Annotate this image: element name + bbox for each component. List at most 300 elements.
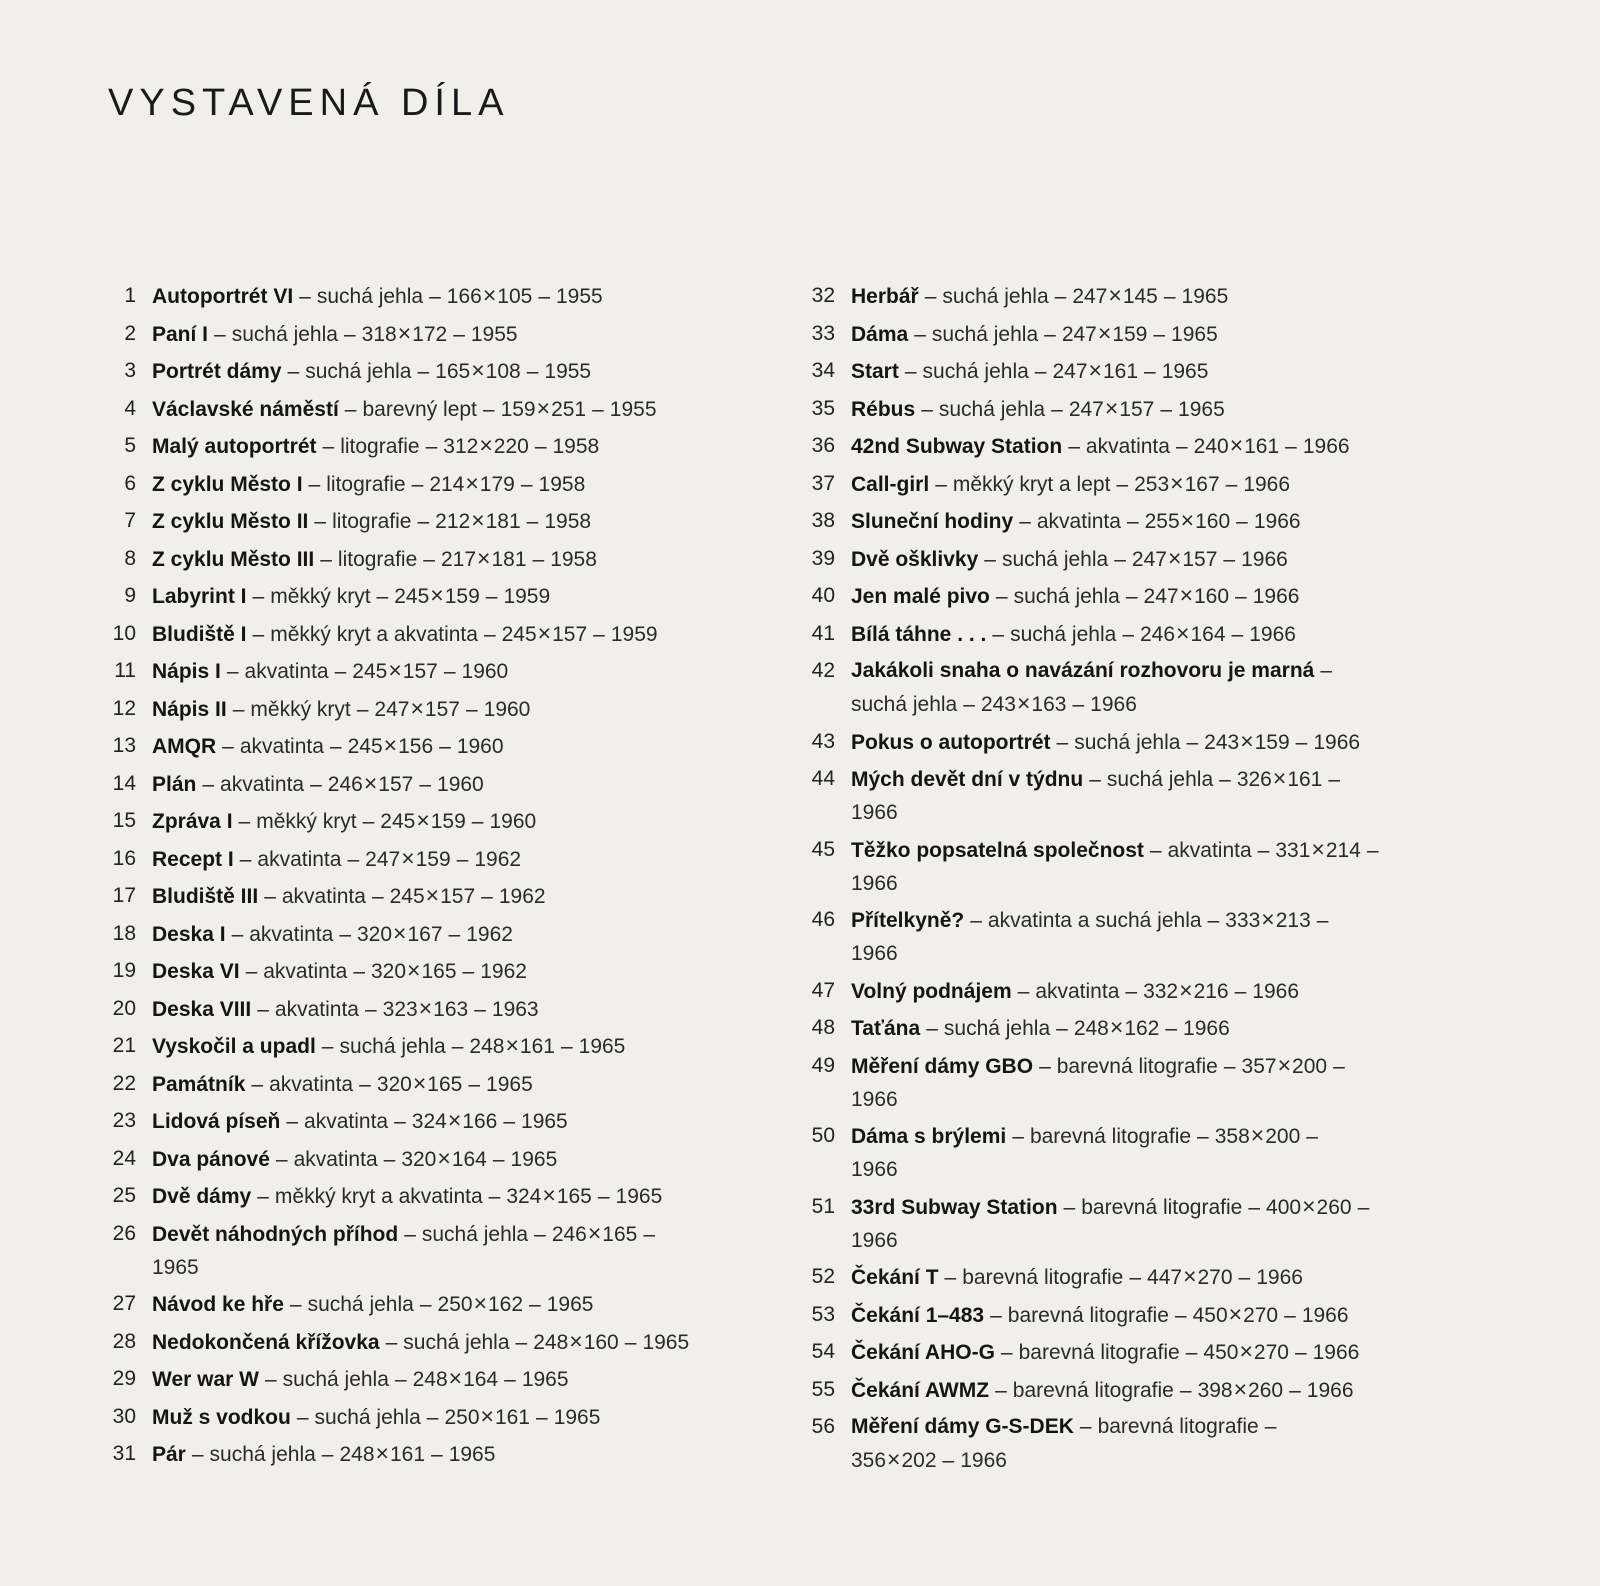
entry-body xyxy=(851,279,1500,313)
entry-body xyxy=(152,542,796,576)
dimension-x-symbol: × xyxy=(425,882,440,908)
dash-separator: – xyxy=(1238,1266,1251,1289)
dash-separator: – xyxy=(321,1035,334,1058)
entry-body xyxy=(152,392,796,426)
artwork-year: 1960 xyxy=(437,772,484,796)
dimension-height: 159 xyxy=(415,847,451,871)
dimension-x-symbol: × xyxy=(887,1446,901,1472)
artwork-technique: akvatinta xyxy=(1085,435,1170,458)
artwork-year: 1966 xyxy=(1252,979,1300,1003)
dash-separator: – xyxy=(534,435,547,458)
entry-body xyxy=(152,692,796,726)
dimension-width: 246 xyxy=(551,1222,587,1246)
artwork-dimensions xyxy=(1203,1338,1289,1364)
entry-number: 45 xyxy=(811,837,835,861)
artwork-technique: suchá jehla xyxy=(231,322,338,346)
entry-body xyxy=(152,467,796,501)
dash-separator: – xyxy=(482,397,495,421)
artwork-entry xyxy=(96,917,796,951)
entry-body xyxy=(152,992,796,1026)
dash-separator: – xyxy=(1126,510,1139,533)
entry-body xyxy=(851,725,1500,759)
dash-separator: – xyxy=(538,285,550,308)
dash-separator: – xyxy=(1034,360,1047,383)
dash-separator: – xyxy=(1186,730,1199,754)
artwork-entry xyxy=(96,504,796,538)
dash-separator: – xyxy=(1225,472,1238,496)
entry-body xyxy=(152,1217,796,1284)
dimension-x-symbol: × xyxy=(418,994,433,1021)
artwork-technique: barevná litografie xyxy=(1081,1195,1243,1219)
entry-body xyxy=(851,579,1500,613)
dimension-height: 270 xyxy=(1253,1341,1289,1364)
artwork-entry xyxy=(800,833,1500,900)
dash-separator: – xyxy=(1114,547,1126,571)
entry-number: 52 xyxy=(811,1265,835,1288)
dash-separator: – xyxy=(1257,838,1270,862)
dash-separator: – xyxy=(394,1110,406,1133)
dimension-width: 248 xyxy=(412,1368,448,1391)
artwork-entry xyxy=(96,729,796,763)
dash-separator: – xyxy=(1125,979,1138,1003)
entry-number: 37 xyxy=(811,471,835,495)
artwork-year: 1966 xyxy=(1256,1266,1303,1289)
entry-body xyxy=(152,767,796,801)
artwork-dimensions xyxy=(352,657,438,683)
dimension-x-symbol: × xyxy=(416,807,430,833)
artwork-year: 1965 xyxy=(521,1110,568,1133)
artwork-title: Dva pánové xyxy=(152,1147,270,1171)
dash-separator: – xyxy=(624,1330,637,1354)
dimension-height: 214 xyxy=(1325,838,1361,862)
artwork-technique: suchá jehla xyxy=(931,322,1039,346)
artwork-title: Měření dámy GBO xyxy=(851,1054,1034,1078)
entry-number: 25 xyxy=(112,1184,136,1207)
entry-body xyxy=(851,1011,1500,1045)
artwork-year: 1966 xyxy=(1090,693,1137,716)
entry-body xyxy=(152,954,796,988)
dimension-height: 161 xyxy=(1102,360,1139,383)
artwork-dimensions xyxy=(389,882,476,908)
artwork-technique: barevná litografie xyxy=(1018,1341,1180,1364)
dimension-height: 160 xyxy=(583,1330,619,1354)
dash-separator: – xyxy=(488,1185,501,1208)
artwork-title: Z cyklu Město II xyxy=(152,510,309,533)
artwork-technique: suchá jehla xyxy=(938,397,1046,421)
dimension-x-symbol: × xyxy=(437,1144,451,1171)
dash-separator: – xyxy=(1056,1017,1068,1040)
artwork-dimensions xyxy=(435,357,521,383)
artwork-title: Sluneční hodiny xyxy=(851,510,1014,533)
dash-separator: – xyxy=(963,693,975,716)
entry-number: 17 xyxy=(112,884,136,907)
dimension-x-symbol: × xyxy=(542,1182,556,1208)
dash-separator: – xyxy=(362,810,375,833)
artwork-title: Měření dámy G-S-DEK xyxy=(851,1415,1074,1438)
dash-separator: – xyxy=(264,1368,277,1391)
entry-number: 10 xyxy=(112,621,136,645)
dimension-height: 163 xyxy=(1031,693,1067,716)
entry-number: 9 xyxy=(124,584,136,607)
artwork-technique: suchá jehla xyxy=(942,285,1049,308)
dash-separator: – xyxy=(1294,1341,1307,1364)
dash-separator: – xyxy=(308,472,321,496)
dimension-height: 220 xyxy=(493,435,529,458)
dimension-height: 162 xyxy=(1124,1017,1160,1040)
artwork-dimensions xyxy=(500,394,587,421)
artwork-dimensions xyxy=(443,432,529,458)
dash-separator: – xyxy=(1333,1054,1345,1078)
artwork-dimensions xyxy=(469,1032,555,1058)
artwork-technique: suchá jehla xyxy=(282,1368,389,1391)
dimension-width: 246 xyxy=(1140,622,1176,646)
artwork-technique: akvatinta xyxy=(244,660,329,683)
artwork-title: Bludiště III xyxy=(152,885,259,908)
artwork-entry xyxy=(96,842,796,876)
dash-separator: – xyxy=(944,1266,957,1289)
artwork-year: 1966 xyxy=(1313,730,1361,754)
dash-separator: – xyxy=(1153,322,1166,346)
dimension-x-symbol: × xyxy=(537,619,552,646)
dash-separator: – xyxy=(394,1368,407,1391)
dimension-height: 161 xyxy=(494,1405,530,1429)
dimension-height: 270 xyxy=(1243,1303,1279,1327)
dash-separator: – xyxy=(529,1293,541,1316)
dimension-width: 248 xyxy=(469,1035,505,1058)
dimension-width: 248 xyxy=(339,1443,375,1466)
artwork-technique: měkký kryt a akvatinta xyxy=(274,1185,483,1208)
dash-separator: – xyxy=(1207,909,1220,932)
entry-body xyxy=(851,974,1500,1008)
artwork-dimensions xyxy=(1134,469,1220,496)
entry-body xyxy=(152,1179,796,1213)
artwork-technique: suchá jehla xyxy=(316,285,424,308)
artwork-technique: akvatinta xyxy=(304,1110,389,1133)
dash-separator: – xyxy=(935,472,947,496)
entry-body xyxy=(851,1049,1500,1116)
entry-body xyxy=(152,879,796,913)
dash-separator: – xyxy=(643,1222,656,1246)
artwork-entry xyxy=(96,954,796,988)
dash-separator: – xyxy=(1197,1125,1209,1148)
dash-separator: – xyxy=(371,885,384,908)
dash-separator: – xyxy=(376,585,389,608)
dimension-width: 253 xyxy=(1134,472,1170,496)
artwork-title: Recept I xyxy=(152,847,234,871)
dash-separator: – xyxy=(990,1303,1002,1327)
dash-separator: – xyxy=(483,622,496,646)
artwork-year: 1958 xyxy=(552,435,600,458)
dimension-height: 216 xyxy=(1193,979,1229,1003)
dimension-width: 247 xyxy=(374,697,410,721)
dimension-x-symbol: × xyxy=(1250,1122,1265,1148)
dimension-width: 398 xyxy=(1197,1378,1233,1402)
entry-body xyxy=(851,467,1500,501)
artwork-technique: suchá jehla xyxy=(1013,585,1120,608)
dimension-x-symbol: × xyxy=(447,1107,462,1133)
dimension-height: 157 xyxy=(1182,547,1218,571)
artwork-dimensions xyxy=(361,319,448,346)
artwork-technique: akvatinta xyxy=(249,922,334,946)
artwork-technique: barevná litografie xyxy=(1056,1054,1218,1078)
entry-number: 5 xyxy=(124,434,136,457)
entry-number: 39 xyxy=(811,546,835,570)
artwork-year: 1962 xyxy=(480,960,527,983)
artwork-dimensions xyxy=(1052,357,1139,383)
entry-body xyxy=(851,354,1500,388)
artwork-technique: akvatinta xyxy=(263,960,348,983)
dash-separator: – xyxy=(462,960,475,983)
entry-body xyxy=(152,279,796,313)
entry-body xyxy=(851,429,1500,463)
entry-body xyxy=(152,917,796,951)
entry-number: 14 xyxy=(112,771,136,795)
dash-separator: – xyxy=(1017,979,1030,1003)
dash-separator: – xyxy=(364,997,377,1021)
dash-separator: – xyxy=(1234,979,1247,1003)
dimension-width: 247 xyxy=(1052,360,1088,383)
artwork-title: Nedokončená křížovka xyxy=(152,1330,380,1354)
dash-separator: – xyxy=(1185,1341,1198,1364)
artwork-technique: suchá jehla xyxy=(1106,768,1214,791)
dash-separator: – xyxy=(1116,472,1129,496)
dimension-x-symbol: × xyxy=(397,319,412,346)
dimension-x-symbol: × xyxy=(1104,394,1119,421)
dash-separator: – xyxy=(411,472,424,496)
artwork-entry xyxy=(96,1437,796,1471)
artwork-entry xyxy=(96,1179,796,1213)
entry-number: 6 xyxy=(124,471,136,495)
entry-number: 47 xyxy=(811,978,835,1002)
artwork-title: Deska VIII xyxy=(152,997,252,1021)
dash-separator: – xyxy=(1219,768,1231,791)
artwork-dimensions xyxy=(1193,432,1280,458)
artwork-technique: barevný lept xyxy=(362,397,477,421)
dimension-height: 179 xyxy=(479,472,515,496)
artwork-dimensions xyxy=(382,994,469,1021)
dash-separator: – xyxy=(320,547,332,571)
artwork-dimensions xyxy=(551,1219,638,1246)
artwork-dimensions xyxy=(506,1182,592,1208)
artwork-year: 1966 xyxy=(851,871,898,895)
artwork-dimensions xyxy=(437,1290,524,1316)
artwork-dimensions xyxy=(1214,1122,1301,1148)
dash-separator: – xyxy=(995,1378,1007,1402)
artwork-title: Čekání AHO-G xyxy=(851,1341,995,1364)
artwork-entry xyxy=(96,467,796,501)
artwork-title: Dáma xyxy=(851,322,909,346)
dash-separator: – xyxy=(431,1443,443,1466)
dash-separator: – xyxy=(992,622,1005,646)
entry-body xyxy=(152,354,796,388)
entry-number: 12 xyxy=(112,696,136,720)
entry-number: 16 xyxy=(112,846,136,870)
dimension-height: 157 xyxy=(552,622,588,646)
dimension-width: 318 xyxy=(361,322,397,346)
artwork-entry xyxy=(96,1029,796,1063)
dimension-x-symbol: × xyxy=(471,357,485,383)
dash-separator: – xyxy=(289,1293,302,1316)
artwork-technique: barevná litografie xyxy=(1097,1415,1259,1438)
dash-separator: – xyxy=(597,1185,610,1208)
entry-body xyxy=(152,1325,796,1359)
entry-number: 18 xyxy=(112,921,136,945)
entry-body xyxy=(152,1104,796,1138)
dash-separator: – xyxy=(347,847,360,871)
dimension-x-symbol: × xyxy=(1180,507,1195,533)
entry-body xyxy=(152,579,796,613)
dash-separator: – xyxy=(1236,510,1248,533)
artwork-title: Jakákoli snaha o navázání rozhovoru je marná xyxy=(851,659,1315,682)
dash-separator: – xyxy=(970,909,982,932)
dimension-height: 164 xyxy=(1190,622,1226,646)
dimension-height: 159 xyxy=(1254,730,1290,754)
dash-separator: – xyxy=(222,735,234,758)
dash-separator: – xyxy=(356,697,369,721)
artwork-technique: suchá jehla xyxy=(1074,730,1181,754)
artwork-entry xyxy=(800,654,1500,721)
entry-body xyxy=(152,1287,796,1321)
dimension-x-symbol: × xyxy=(482,282,497,308)
dash-separator: – xyxy=(914,322,926,346)
dash-separator: – xyxy=(1125,585,1138,608)
artwork-dimensions xyxy=(327,769,414,796)
artwork-entry xyxy=(96,542,796,576)
dash-separator: – xyxy=(1019,510,1031,533)
dimension-width: 217 xyxy=(440,547,477,571)
dash-separator: – xyxy=(1284,1303,1296,1327)
artwork-entry xyxy=(800,467,1500,501)
artwork-dimensions xyxy=(347,732,434,758)
dash-separator: – xyxy=(1063,1195,1076,1219)
artwork-entry xyxy=(96,1067,796,1101)
entry-number: 7 xyxy=(124,509,136,532)
dimension-x-symbol: × xyxy=(1233,1375,1248,1402)
dash-separator: – xyxy=(926,1017,938,1040)
dimension-height: 161 xyxy=(519,1035,555,1058)
dash-separator: – xyxy=(419,1293,432,1316)
artwork-dimensions xyxy=(374,694,460,721)
dimension-height: 202 xyxy=(901,1449,937,1472)
dimension-width: 358 xyxy=(1214,1125,1250,1148)
dimension-width: 450 xyxy=(1203,1341,1239,1364)
dimension-x-symbol: × xyxy=(473,1290,487,1316)
dimension-width: 166 xyxy=(446,285,482,308)
dash-separator: – xyxy=(238,810,251,833)
entry-number: 48 xyxy=(811,1016,835,1039)
artwork-entry xyxy=(96,654,796,688)
dimension-width: 320 xyxy=(357,922,393,946)
dimension-x-symbol: × xyxy=(1108,282,1122,308)
artwork-dimensions xyxy=(1131,544,1218,571)
artwork-technique: akvatinta xyxy=(1036,510,1121,533)
dash-separator: – xyxy=(257,997,269,1021)
artwork-dimensions xyxy=(1143,582,1230,608)
entry-number: 1 xyxy=(124,284,136,307)
dash-separator: – xyxy=(1328,768,1341,791)
dimension-x-symbol: × xyxy=(1311,835,1325,862)
entry-body xyxy=(152,804,796,838)
dash-separator: – xyxy=(536,1405,548,1429)
page-title: VYSTAVENÁ DÍLA xyxy=(108,82,510,124)
dash-separator: – xyxy=(1175,435,1188,458)
artwork-dimensions xyxy=(1140,619,1226,646)
dimension-width: 255 xyxy=(1144,510,1180,533)
entry-body xyxy=(851,1410,1500,1477)
artwork-technique: akvatinta xyxy=(220,772,305,796)
artwork-title: Z cyklu Město III xyxy=(152,547,315,571)
artwork-title: Dvě ošklivky xyxy=(851,547,979,571)
dash-separator: – xyxy=(334,660,347,683)
dash-separator: – xyxy=(534,1222,546,1246)
dash-separator: – xyxy=(1051,397,1063,421)
entry-body xyxy=(152,504,796,538)
dash-separator: – xyxy=(526,510,539,533)
artwork-entry xyxy=(800,1119,1500,1186)
artwork-year: 1960 xyxy=(461,660,509,683)
dash-separator: – xyxy=(456,847,469,871)
artwork-title: Labyrint I xyxy=(152,585,247,608)
entry-number: 55 xyxy=(811,1377,835,1401)
dimension-width: 450 xyxy=(1192,1303,1228,1327)
dimension-width: 247 xyxy=(1068,397,1104,421)
artwork-year: 1965 xyxy=(1181,285,1229,308)
entry-body xyxy=(152,729,796,763)
entry-number: 2 xyxy=(124,321,136,345)
entry-number: 21 xyxy=(112,1034,136,1057)
entry-number: 54 xyxy=(811,1340,835,1363)
dash-separator: – xyxy=(383,1147,396,1171)
artwork-title: Zpráva I xyxy=(152,810,233,833)
dimension-x-symbol: × xyxy=(1016,690,1031,716)
entry-body xyxy=(851,617,1500,651)
dimension-height: 108 xyxy=(485,360,521,383)
artwork-entry xyxy=(800,762,1500,829)
artwork-entry xyxy=(800,1298,1500,1332)
artwork-technique: akvatinta xyxy=(1035,979,1120,1003)
dash-separator: – xyxy=(239,847,252,871)
dash-separator: – xyxy=(231,922,244,946)
artwork-year: 1965 xyxy=(553,1405,601,1429)
dash-separator: – xyxy=(1295,730,1308,754)
artwork-year: 1966 xyxy=(1312,1341,1360,1364)
entry-number: 27 xyxy=(112,1292,136,1315)
entry-body xyxy=(851,1190,1500,1257)
artwork-year: 1965 xyxy=(1161,360,1209,383)
artwork-technique: suchá jehla xyxy=(209,1443,316,1466)
dimension-height: 213 xyxy=(1275,909,1311,932)
artwork-dimensions xyxy=(435,507,521,533)
artwork-entry xyxy=(800,1260,1500,1294)
dimension-x-symbol: × xyxy=(1176,619,1190,646)
dimension-width: 326 xyxy=(1236,768,1272,791)
dash-separator: – xyxy=(1144,360,1156,383)
dash-separator: – xyxy=(245,960,258,983)
artwork-technique: suchá jehla xyxy=(307,1293,414,1316)
artwork-entry xyxy=(96,617,796,651)
dimension-width: 212 xyxy=(435,510,471,533)
dimension-width: 214 xyxy=(429,472,465,496)
dash-separator: – xyxy=(904,360,917,383)
artwork-year: 1965 xyxy=(615,1185,663,1208)
artwork-title: Deska I xyxy=(152,922,226,946)
dimension-width: 247 xyxy=(365,847,401,871)
dimension-x-symbol: × xyxy=(363,769,378,796)
dash-separator: – xyxy=(451,1035,464,1058)
artwork-dimensions xyxy=(851,1446,937,1472)
dimension-width: 323 xyxy=(382,997,418,1021)
dash-separator: – xyxy=(359,1072,371,1096)
